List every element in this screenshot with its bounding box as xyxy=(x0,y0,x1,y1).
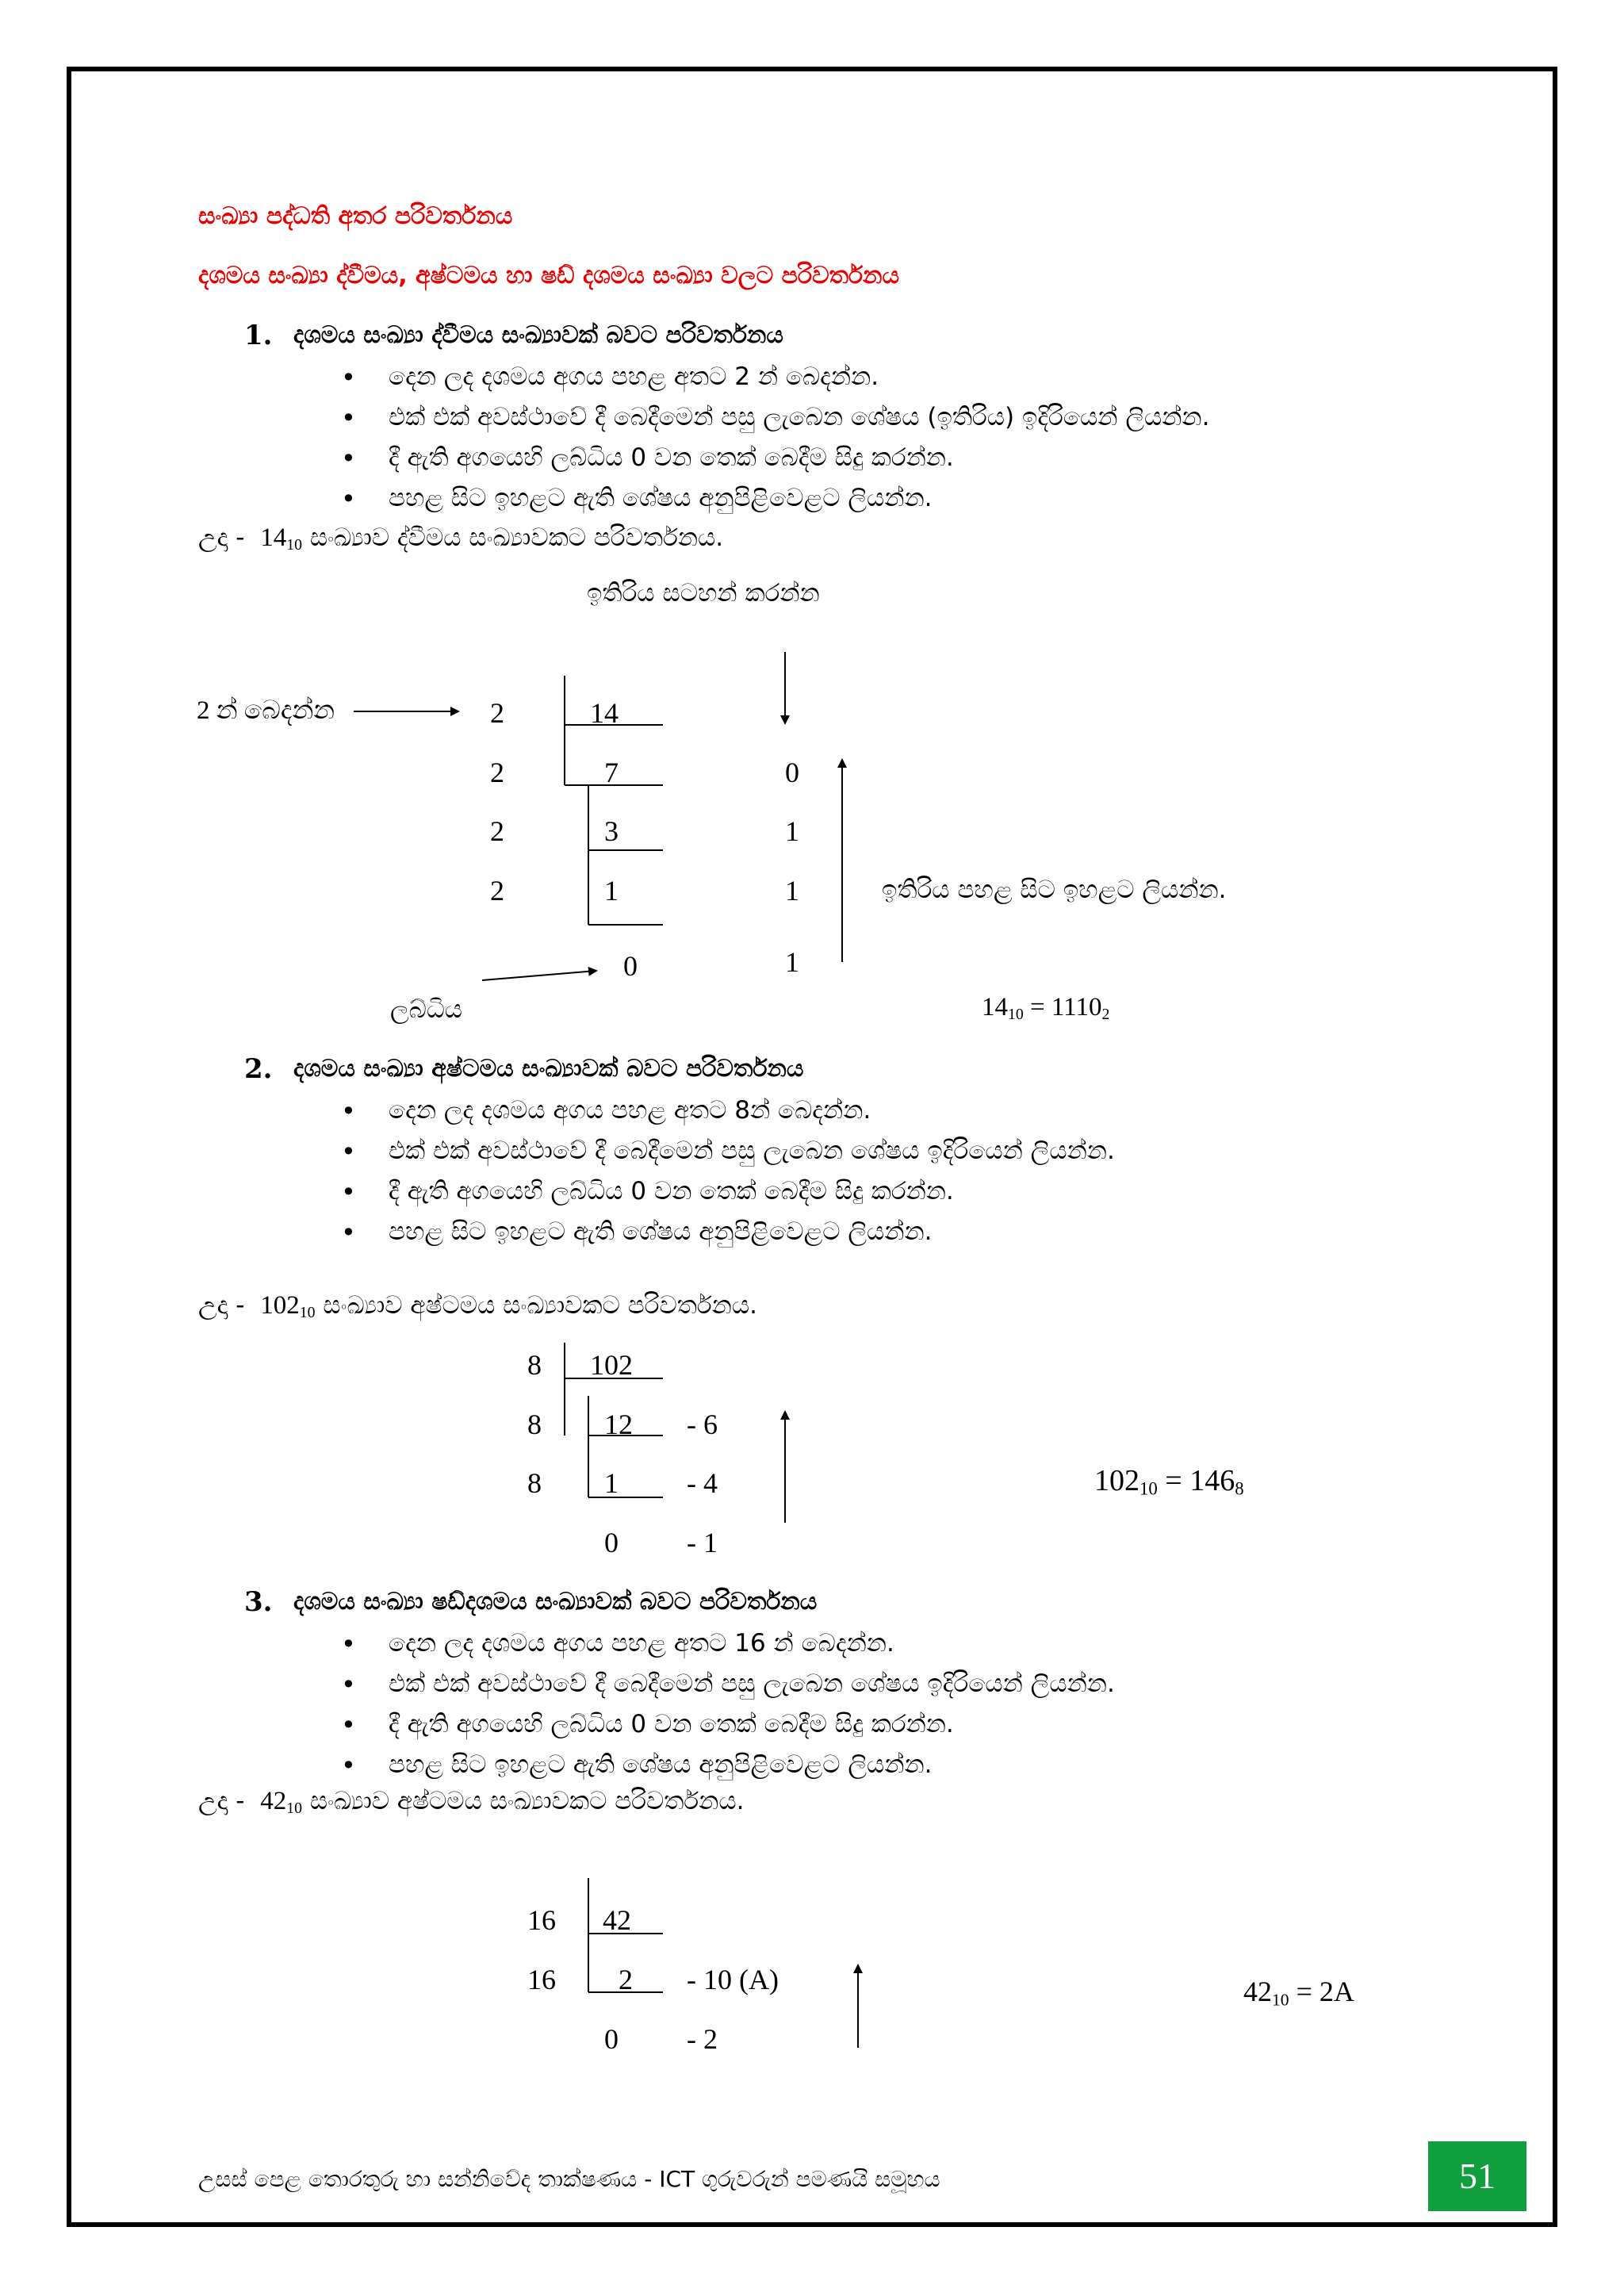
quotient: 2 xyxy=(619,1964,633,1995)
result-2: $102_{10} = 146_8$ xyxy=(1094,1464,1244,1499)
list-item: • එක් එක් අවස්ථාවේ දී බෙදීමෙන් පසු ලැබෙන ශේෂය (ඉතිරිය) ඉදිරියෙන් ලියන්න. xyxy=(389,403,1209,432)
note-quotient: ලබ්ධිය xyxy=(390,995,463,1024)
section-heading: සංඛ්‍යා පද්ධති අතර පරිවර්තනය xyxy=(198,202,513,230)
divisor: 16 xyxy=(527,1964,556,1995)
list-item: • පහළ සිට ඉහළට ඇති ශේෂය අනුපිළිවෙළට ලියන්න. xyxy=(389,484,933,513)
item-title-3: දශමය සංඛ්‍යා ෂඩ්දශමය සංඛ්‍යාවක් බවට පරිවර්තනය xyxy=(293,1588,818,1616)
remainder: - 4 xyxy=(687,1467,718,1499)
remainder: - 1 xyxy=(687,1527,718,1558)
list-item: • එක් එක් අවස්ථාවේ දී බෙදීමෙන් පසු ලැබෙන ශේෂය ඉදිරියෙන් ලියන්න. xyxy=(389,1137,1115,1166)
example-line-1: උදා - $14_{10}$ සංඛ්‍යාව ද්වීමය සංඛ්‍යාවකට පරිවර්තනය. xyxy=(198,523,724,554)
page-number: 51 xyxy=(1428,2141,1526,2211)
list-item: • දෙන ලද දශමය අගය පහළ අතට 16 න් බෙදන්න. xyxy=(389,1629,894,1658)
divisor: 2 xyxy=(490,875,504,907)
list-item: • පහළ සිට ඉහළට ඇති ශේෂය අනුපිළිවෙළට ලියන්න. xyxy=(389,1750,933,1780)
arrow-icon xyxy=(482,971,596,980)
quotient: 0 xyxy=(604,2023,619,2055)
list-item: • දෙන ලද දශමය අගය පහළ අතට 2 න් බෙදන්න. xyxy=(389,362,879,392)
list-item: • දෙන ලද දශමය අගය පහළ අතට 8න් බෙදන්න. xyxy=(389,1096,871,1125)
item-title-1: දශමය සංඛ්‍යා ද්වීමය සංඛ්‍යාවක් බවට පරිවර්තනය xyxy=(293,321,783,349)
list-item: • දී ඇති අගයෙහි ලබ්ධිය 0 වන තෙක් බෙදීම සිදු කරන්න. xyxy=(389,443,954,473)
item-title-2: දශමය සංඛ්‍යා අෂ්ටමය සංඛ්‍යාවක් බවට පරිවර්තනය xyxy=(293,1055,804,1083)
divisor: 16 xyxy=(527,1904,556,1936)
divisor: 2 xyxy=(490,815,504,847)
list-item: • දී ඇති අගයෙහි ලබ්ධිය 0 වන තෙක් බෙදීම සිදු කරන්න. xyxy=(389,1177,954,1206)
divisor: 2 xyxy=(490,697,504,729)
list-item: • දී ඇති අගයෙහි ලබ්ධිය 0 වන තෙක් බෙදීම සිදු කරන්න. xyxy=(389,1710,954,1739)
note-read-upward: ඉතිරිය පහළ සිට ඉහළට ලියන්න. xyxy=(882,876,1227,904)
result-1: $14_{10} = 1110_2$ xyxy=(982,993,1110,1023)
note-divide-by-2: 2 න් බෙදන්න xyxy=(197,696,335,725)
remainder: 0 xyxy=(785,757,799,788)
divisor: 8 xyxy=(527,1349,542,1381)
list-item: • පහළ සිට ඉහළට ඇති ශේෂය අනුපිළිවෙළට ලියන්න. xyxy=(389,1217,933,1247)
remainder: - 10 (A) xyxy=(687,1964,779,1995)
quotient: 14 xyxy=(590,697,619,729)
quotient: 0 xyxy=(623,950,638,982)
item-number-1: 1. xyxy=(244,320,273,351)
quotient: 0 xyxy=(604,1527,619,1558)
quotient: 1 xyxy=(604,875,619,907)
footer-text: උසස් පෙළ තොරතුරු හා සන්නිවේද තාක්ෂණය - ICT ගුරුවරුන් පමණයි සමූහය xyxy=(198,2166,940,2192)
item-number-3: 3. xyxy=(244,1586,273,1618)
subsection-heading: දශමය සංඛ්‍යා ද්වීමය, අෂ්ටමය හා ෂඩ් දශමය සංඛ්‍යා වලට පරිවර්තනය xyxy=(198,262,900,289)
quotient: 3 xyxy=(604,815,619,847)
divisor: 8 xyxy=(527,1467,542,1499)
result-3: $42_{10} = 2A$ xyxy=(1243,1976,1354,2010)
quotient: 7 xyxy=(604,757,619,788)
remainder: - 2 xyxy=(687,2023,718,2055)
quotient: 12 xyxy=(604,1409,633,1440)
note-record-remainder: ඉතිරිය සටහන් කරන්න xyxy=(587,579,820,608)
remainder: 1 xyxy=(785,815,799,847)
quotient: 42 xyxy=(603,1904,631,1936)
remainder: 1 xyxy=(785,946,799,978)
example-line-3: උදා - $42_{10}$ සංඛ්‍යාව අෂ්ටමය සංඛ්‍යාවකට පරිවර්තනය. xyxy=(198,1787,745,1817)
divisor: 8 xyxy=(527,1409,542,1440)
remainder: 1 xyxy=(785,875,799,907)
item-number-2: 2. xyxy=(244,1053,273,1085)
list-item: • එක් එක් අවස්ථාවේ දී බෙදීමෙන් පසු ලැබෙන ශේෂය ඉදිරියෙන් ලියන්න. xyxy=(389,1669,1115,1699)
remainder: - 6 xyxy=(687,1409,718,1440)
quotient: 102 xyxy=(590,1349,633,1381)
divisor: 2 xyxy=(490,757,504,788)
quotient: 1 xyxy=(604,1467,619,1499)
example-line-2: උදා - $102_{10}$ සංඛ්‍යාව අෂ්ටමය සංඛ්‍යාවකට පරිවර්තනය. xyxy=(198,1291,757,1321)
